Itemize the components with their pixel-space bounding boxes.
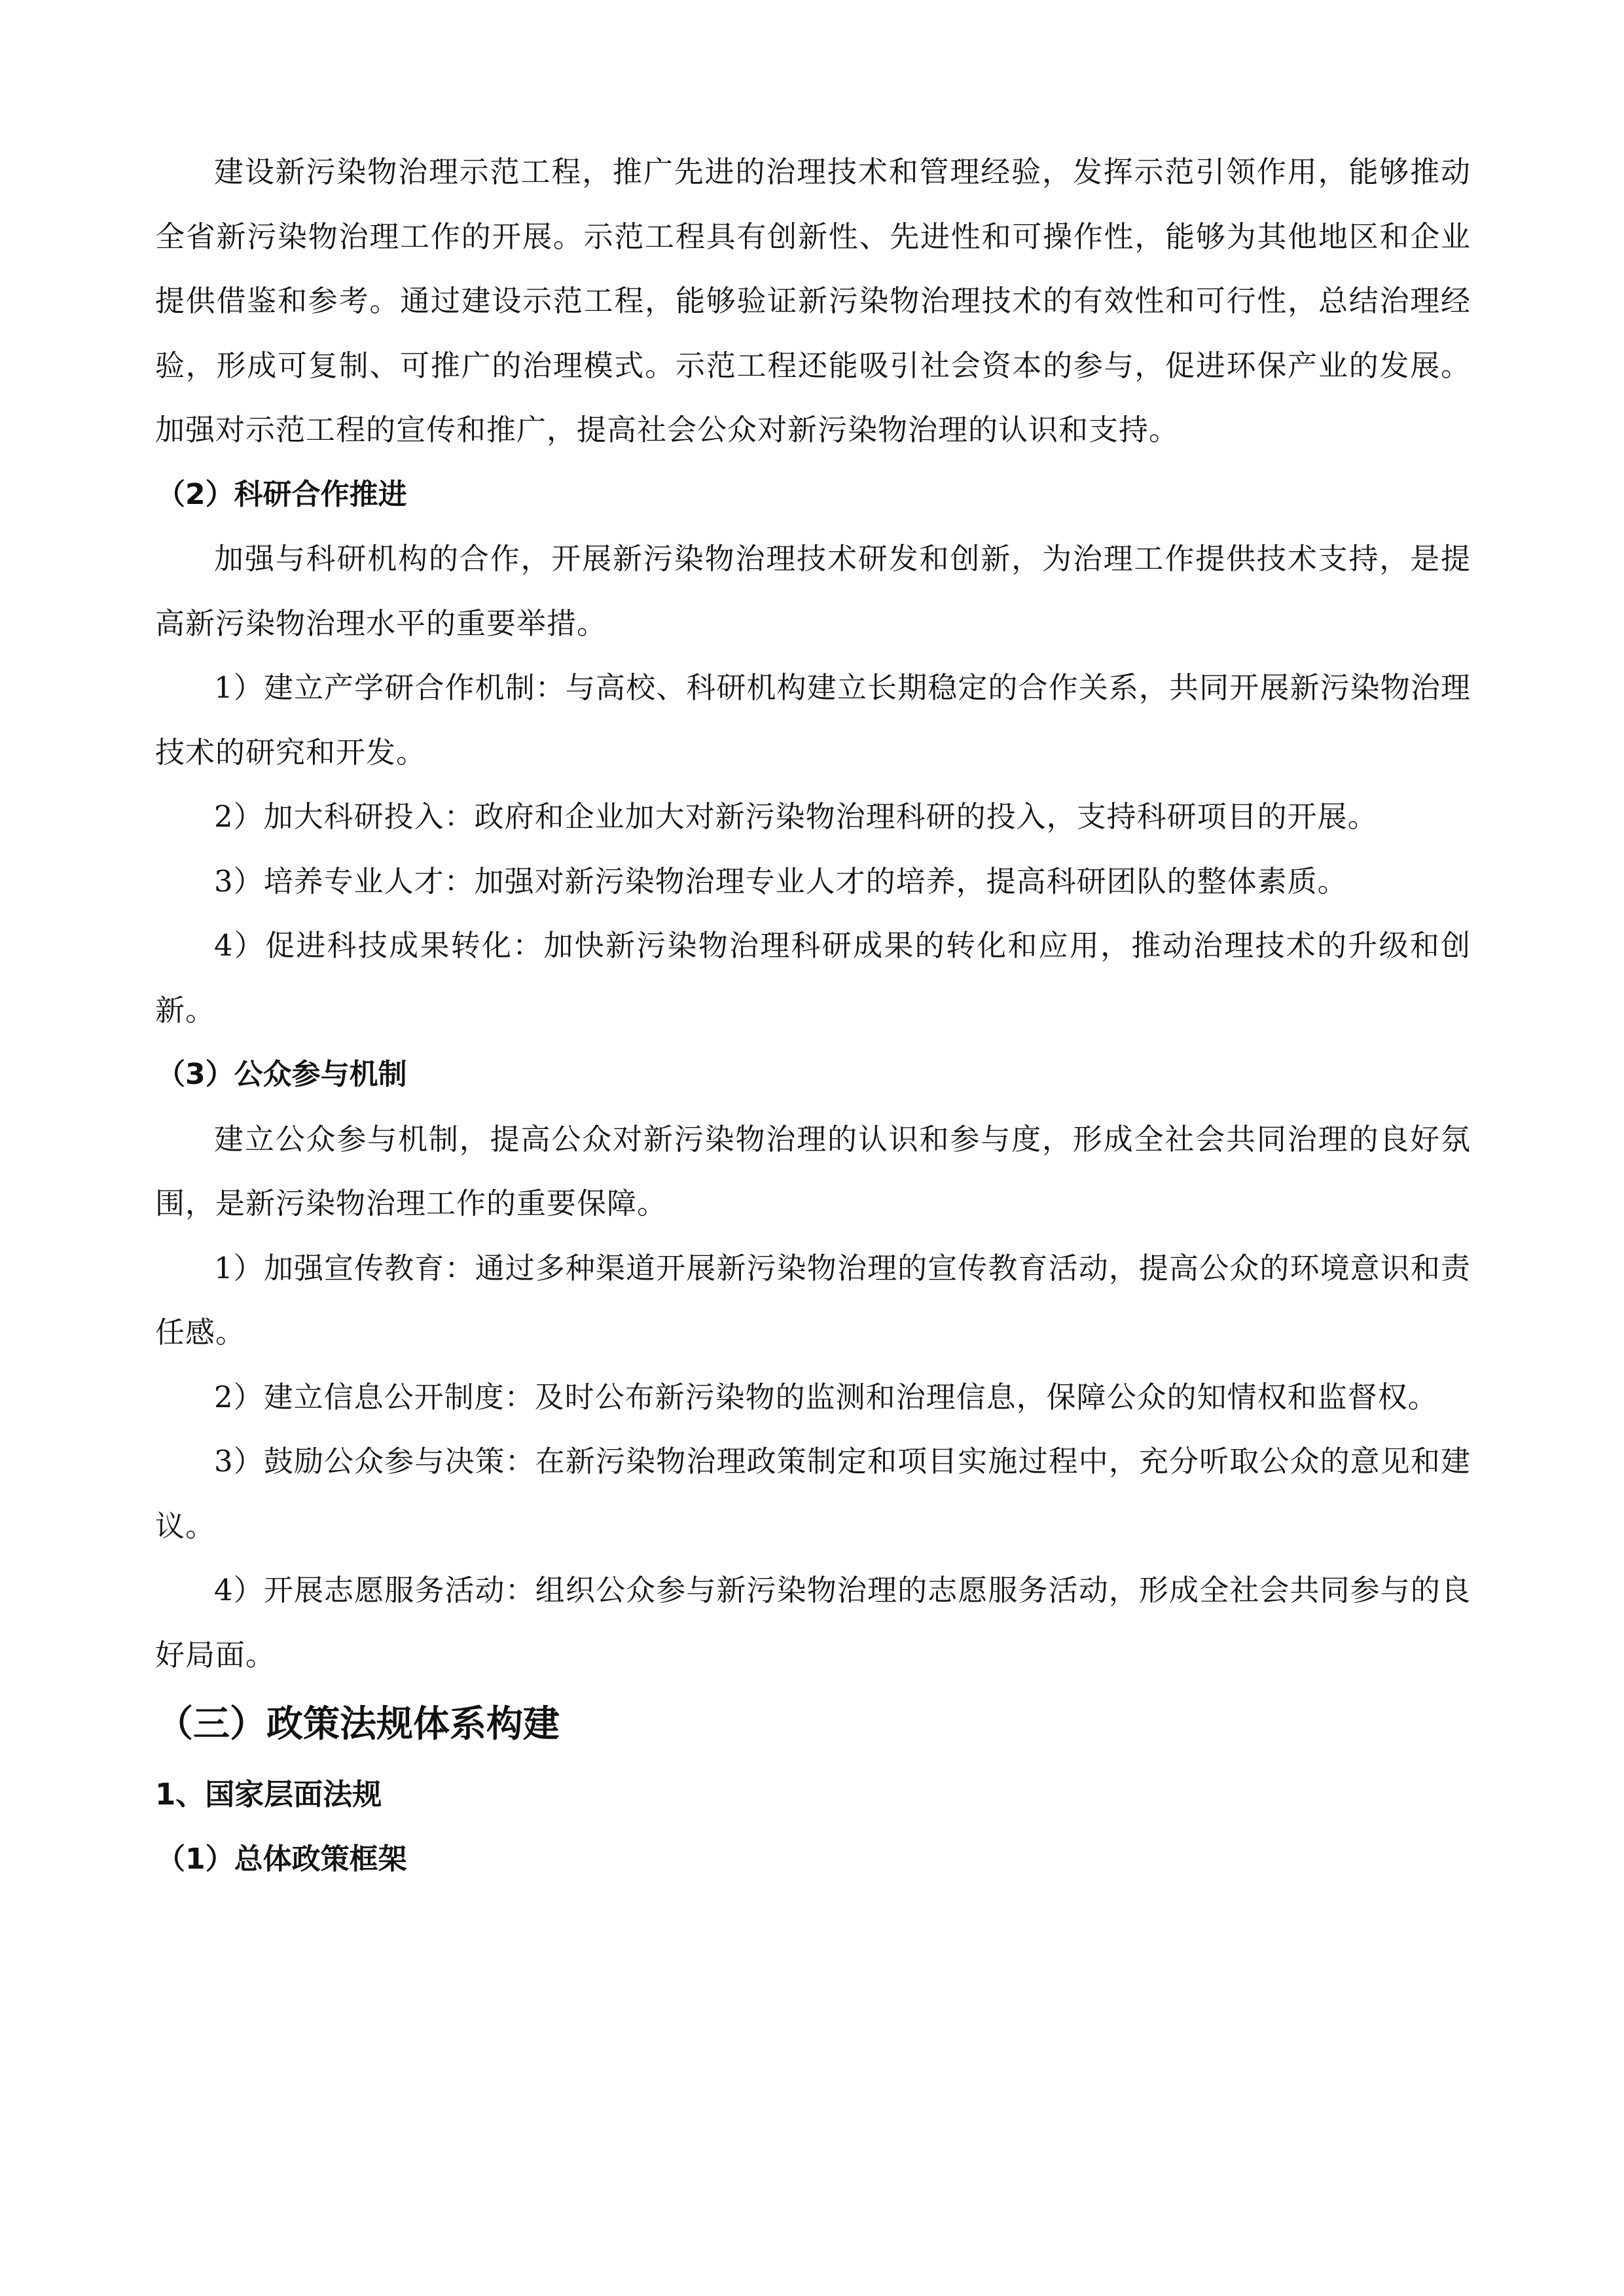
heading-public-participation: （3）公众参与机制 [156, 1058, 407, 1091]
research-cooperation-intro: 加强与科研机构的合作，开展新污染物治理技术研发和创新，为治理工作提供技术支持，是提高新污染物治理水平的重要举措。 [155, 541, 1471, 641]
public-item-2: 2）建立信息公开制度：及时公布新污染物的监测和治理信息，保障公众的知情权和监督权。 [214, 1379, 1438, 1414]
research-item-2: 2）加大科研投入：政府和企业加大对新污染物治理科研的投入，支持科研项目的开展。 [214, 799, 1378, 834]
public-item-1: 1）加强宣传教育：通过多种渠道开展新污染物治理的宣传教育活动，提高公众的环境意识和责任感。 [155, 1250, 1471, 1350]
heading-policy-system: （三）政策法规体系构建 [156, 1703, 560, 1746]
heading-national-regulations: 1、国家层面法规 [155, 1777, 382, 1812]
public-item-4: 4）开展志愿服务活动：组织公众参与新污染物治理的志愿服务活动，形成全社会共同参与的良好局面。 [155, 1573, 1471, 1672]
intro-paragraph: 建设新污染物治理示范工程，推广先进的治理技术和管理经验，发挥示范引领作用，能够推动全省新污染物治理工作的开展。示范工程具有创新性、先进性和可操作性，能够为其他地区和企业提供借鉴和参考。通过建设示范工程，能够验证新污染物治理技术的有效性和可行性，总结治理经验，形成可复制、可推广的治理模式。示范工程还能吸引社会资本的参与，促进环保产业的发展。加强对示范工程的宣传和推广，提高社会公众对新污染物治理的认识和支持。 [155, 154, 1471, 447]
research-item-3: 3）培养专业人才：加强对新污染物治理专业人才的培养，提高科研团队的整体素质。 [214, 863, 1348, 899]
public-item-3: 3）鼓励公众参与决策：在新污染物治理政策制定和项目实施过程中，充分听取公众的意见和建议。 [155, 1444, 1471, 1543]
heading-research-cooperation: （2）科研合作推进 [156, 477, 407, 511]
heading-overall-framework: （1）总体政策框架 [156, 1842, 407, 1876]
research-item-4: 4）促进科技成果转化：加快新污染物治理科研成果的转化和应用，推动治理技术的升级和创新。 [155, 928, 1471, 1028]
research-item-1: 1）建立产学研合作机制：与高校、科研机构建立长期稳定的合作关系，共同开展新污染物治理技术的研究和开发。 [155, 670, 1471, 770]
public-participation-intro: 建立公众参与机制，提高公众对新污染物治理的认识和参与度，形成全社会共同治理的良好氛围，是新污染物治理工作的重要保障。 [155, 1121, 1471, 1221]
document-body [155, 140, 1471, 1892]
